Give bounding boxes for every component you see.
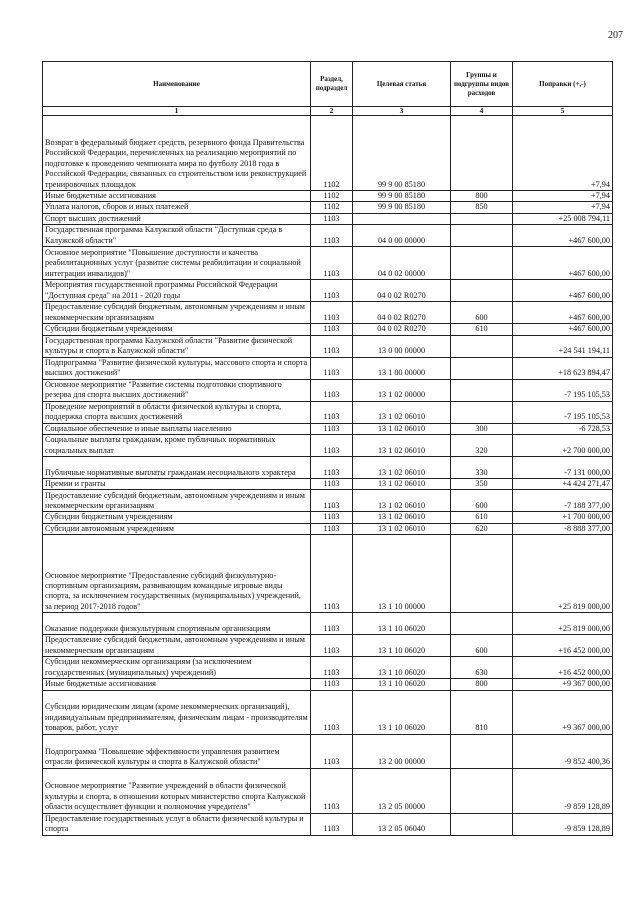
table-row bbox=[43, 247, 613, 280]
column-number: 5 bbox=[513, 107, 613, 116]
header-section: Раздел, подраздел bbox=[311, 62, 353, 107]
row-group: 610 bbox=[451, 324, 513, 335]
table-row bbox=[43, 613, 613, 635]
table-row bbox=[43, 813, 613, 835]
table-row bbox=[43, 213, 613, 224]
row-group bbox=[451, 280, 513, 302]
table-row bbox=[43, 690, 613, 734]
row-group: 330 bbox=[451, 457, 513, 479]
row-group: 600 bbox=[451, 302, 513, 324]
row-group bbox=[451, 357, 513, 379]
table-row bbox=[43, 379, 613, 401]
column-number: 3 bbox=[353, 107, 451, 116]
row-target: 13 1 10 06020 bbox=[353, 679, 451, 690]
row-name: Подпрограмма "Повышение эффективности управления развитием отрасли физической культуры и спорта в Калужской области" bbox=[43, 734, 311, 768]
row-section: 1103 bbox=[311, 401, 353, 423]
row-amount: +9 367 000,00 bbox=[513, 679, 613, 690]
row-section: 1102 bbox=[311, 202, 353, 213]
row-target: 13 1 10 06020 bbox=[353, 635, 451, 657]
row-group: 630 bbox=[451, 657, 513, 679]
row-group: 850 bbox=[451, 202, 513, 213]
row-amount: -7 188 377,00 bbox=[513, 490, 613, 512]
table-row bbox=[43, 191, 613, 202]
table-row bbox=[43, 523, 613, 534]
row-target: 13 1 02 06010 bbox=[353, 401, 451, 423]
row-group bbox=[451, 213, 513, 224]
row-amount: +25 819 000,00 bbox=[513, 535, 613, 613]
row-group: 600 bbox=[451, 490, 513, 512]
row-name: Предоставление государственных услуг в области физической культуры и спорта bbox=[43, 813, 311, 835]
row-target: 04 0 02 00000 bbox=[353, 247, 451, 280]
table-row bbox=[43, 324, 613, 335]
row-group bbox=[451, 613, 513, 635]
row-amount: +24 541 194,11 bbox=[513, 335, 613, 357]
table-row bbox=[43, 635, 613, 657]
table-row bbox=[43, 423, 613, 434]
row-group: 300 bbox=[451, 423, 513, 434]
row-amount: +25 819 000,00 bbox=[513, 613, 613, 635]
row-target: 13 1 10 06020 bbox=[353, 690, 451, 734]
table-row bbox=[43, 457, 613, 479]
row-amount: +25 008 794,11 bbox=[513, 213, 613, 224]
row-amount: +9 367 000,00 bbox=[513, 690, 613, 734]
row-section: 1103 bbox=[311, 423, 353, 434]
row-group bbox=[451, 225, 513, 247]
row-amount: +467 600,00 bbox=[513, 247, 613, 280]
row-target: 13 2 05 06040 bbox=[353, 813, 451, 835]
row-target: 13 1 02 06010 bbox=[353, 490, 451, 512]
row-target: 13 2 00 00000 bbox=[353, 734, 451, 768]
row-group bbox=[451, 401, 513, 423]
table-row bbox=[43, 679, 613, 690]
row-section: 1103 bbox=[311, 379, 353, 401]
row-name: Публичные нормативные выплаты гражданам несоциального хэрактера bbox=[43, 457, 311, 479]
row-section: 1103 bbox=[311, 490, 353, 512]
row-section: 1103 bbox=[311, 523, 353, 534]
row-amount: -7 195 105,53 bbox=[513, 401, 613, 423]
row-amount: +2 700 000,00 bbox=[513, 435, 613, 457]
budget-table bbox=[42, 61, 613, 836]
row-target: 13 0 00 00000 bbox=[353, 335, 451, 357]
row-group: 610 bbox=[451, 512, 513, 523]
row-name: Государственная программа Калужской области "Доступная среда в Калужской области" bbox=[43, 225, 311, 247]
row-name: Возврат в федеральный бюджет средств, резервного фонда Правительства Российской Федерации, перечисленных на реализацию мероприятий по подготовке к проведению чемпионата мира по футболу 2018 года в Российской Федерации, связанных со строительством или реконструкцией тренировочных площадок bbox=[43, 116, 311, 191]
row-name: Подпрограмма "Развитие физической культуры, массового спорта и спорта высших достижений" bbox=[43, 357, 311, 379]
row-amount: +4 424 271,47 bbox=[513, 479, 613, 490]
row-group bbox=[451, 535, 513, 613]
row-target: 99 9 00 85180 bbox=[353, 202, 451, 213]
row-name: Спорт высших достижений bbox=[43, 213, 311, 224]
row-target: 13 1 10 00000 bbox=[353, 535, 451, 613]
row-amount: +467 600,00 bbox=[513, 302, 613, 324]
row-section: 1103 bbox=[311, 679, 353, 690]
row-group bbox=[451, 768, 513, 813]
row-section: 1103 bbox=[311, 734, 353, 768]
row-target: 13 1 02 06010 bbox=[353, 435, 451, 457]
table-row bbox=[43, 357, 613, 379]
row-amount: -9 859 128,89 bbox=[513, 768, 613, 813]
row-name: Предоставление субсидий бюджетным, автономным учреждениям и иным некоммерческим организациям bbox=[43, 635, 311, 657]
table-row bbox=[43, 535, 613, 613]
row-section: 1103 bbox=[311, 768, 353, 813]
row-group bbox=[451, 335, 513, 357]
table-row bbox=[43, 435, 613, 457]
table-row bbox=[43, 479, 613, 490]
row-section: 1103 bbox=[311, 813, 353, 835]
row-section: 1103 bbox=[311, 479, 353, 490]
row-name: Основное мероприятие "Предоставление субсидий физкультурно-спортивным организациям, развивающим командные игровые виды спорта, за исключением государственных (муниципальных) учреждений, за период 2017-2018 годов" bbox=[43, 535, 311, 613]
row-name: Проведение мероприятий в области физической культуры и спорта, поддержка спорта высших достижений bbox=[43, 401, 311, 423]
row-amount: -6 728,53 bbox=[513, 423, 613, 434]
row-amount: +16 452 000,00 bbox=[513, 657, 613, 679]
row-section: 1103 bbox=[311, 690, 353, 734]
column-number: 2 bbox=[311, 107, 353, 116]
header-group: Группы и подгруппы видов расходов bbox=[451, 62, 513, 107]
table-row bbox=[43, 280, 613, 302]
row-name: Оказание поддержки физкультурным спортивным организациям bbox=[43, 613, 311, 635]
row-section: 1103 bbox=[311, 302, 353, 324]
row-group: 810 bbox=[451, 690, 513, 734]
row-section: 1103 bbox=[311, 324, 353, 335]
row-section: 1103 bbox=[311, 247, 353, 280]
page-number: 207 bbox=[608, 30, 623, 41]
row-name: Премии и гранты bbox=[43, 479, 311, 490]
row-amount: +467 600,00 bbox=[513, 225, 613, 247]
header-target: Целевая статья bbox=[353, 62, 451, 107]
row-name: Предоставление субсидий бюджетным, автономным учреждениям и иным некоммерческим организациям bbox=[43, 302, 311, 324]
row-group: 320 bbox=[451, 435, 513, 457]
row-target: 04 0 02 R0270 bbox=[353, 324, 451, 335]
table-row bbox=[43, 657, 613, 679]
row-target: 13 1 02 06010 bbox=[353, 423, 451, 434]
row-name: Мероприятия государственной программы Российской Федерации "Доступная среда" на 2011 - 2020 годы bbox=[43, 280, 311, 302]
row-target: 99 9 00 85180 bbox=[353, 116, 451, 191]
table-row bbox=[43, 202, 613, 213]
row-amount: -8 888 377,00 bbox=[513, 523, 613, 534]
row-section: 1102 bbox=[311, 191, 353, 202]
row-amount: +7,94 bbox=[513, 191, 613, 202]
table-row bbox=[43, 225, 613, 247]
row-target: 13 1 02 06010 bbox=[353, 512, 451, 523]
row-name: Социальные выплаты гражданам, кроме публичных нормативных социальных выплат bbox=[43, 435, 311, 457]
row-name: Основное мероприятие "Повышение доступности и качества реабилитационных услуг (развитие системы реабилитации и социальной интеграции инвалидов)" bbox=[43, 247, 311, 280]
row-group bbox=[451, 813, 513, 835]
row-section: 1103 bbox=[311, 435, 353, 457]
row-target bbox=[353, 213, 451, 224]
row-group: 800 bbox=[451, 191, 513, 202]
row-group: 620 bbox=[451, 523, 513, 534]
column-number: 1 bbox=[43, 107, 311, 116]
row-target: 04 0 00 00000 bbox=[353, 225, 451, 247]
row-amount: +1 700 000,00 bbox=[513, 512, 613, 523]
row-group bbox=[451, 247, 513, 280]
row-name: Предоставление субсидий бюджетным, автономным учреждениям и иным некоммерческим организациям bbox=[43, 490, 311, 512]
row-section: 1103 bbox=[311, 225, 353, 247]
row-section: 1103 bbox=[311, 613, 353, 635]
row-target: 13 1 00 00000 bbox=[353, 357, 451, 379]
row-group bbox=[451, 379, 513, 401]
header-name: Наименование bbox=[43, 62, 311, 107]
row-name: Основное мероприятие "Развитие системы подготовки спортивного резерва для спорта высших достижений" bbox=[43, 379, 311, 401]
row-section: 1103 bbox=[311, 280, 353, 302]
row-amount: -7 131 000,00 bbox=[513, 457, 613, 479]
row-section: 1103 bbox=[311, 357, 353, 379]
row-target: 13 1 02 06010 bbox=[353, 523, 451, 534]
row-amount: +7,94 bbox=[513, 116, 613, 191]
row-target: 13 1 10 06020 bbox=[353, 613, 451, 635]
column-number: 4 bbox=[451, 107, 513, 116]
row-amount: -9 852 400,36 bbox=[513, 734, 613, 768]
row-name: Субсидии юридическим лицам (кроме некоммерческих организаций), индивидуальным предпринимателям, физическим лицам - производителям товаров, работ, услуг bbox=[43, 690, 311, 734]
row-section: 1103 bbox=[311, 457, 353, 479]
row-name: Основное мероприятие "Развитие учреждений в области физической культуры и спорта, в отношении которых министерство спорта Калужской области осуществляет функции и полномочия учредителя" bbox=[43, 768, 311, 813]
row-target: 04 0 02 R0270 bbox=[353, 280, 451, 302]
table-row bbox=[43, 335, 613, 357]
row-section: 1103 bbox=[311, 657, 353, 679]
row-target: 13 1 02 06010 bbox=[353, 457, 451, 479]
row-name: Уплата налогов, сборов и иных платежей bbox=[43, 202, 311, 213]
row-name: Субсидии автономным учреждениям bbox=[43, 523, 311, 534]
row-amount: +467 600,00 bbox=[513, 324, 613, 335]
table-row bbox=[43, 512, 613, 523]
row-amount: -7 195 105,53 bbox=[513, 379, 613, 401]
row-group: 600 bbox=[451, 635, 513, 657]
row-section: 1103 bbox=[311, 635, 353, 657]
table-row bbox=[43, 768, 613, 813]
row-amount: +467 600,00 bbox=[513, 280, 613, 302]
row-section: 1103 bbox=[311, 512, 353, 523]
row-amount: +18 623 894,47 bbox=[513, 357, 613, 379]
row-group bbox=[451, 116, 513, 191]
row-target: 13 1 02 06010 bbox=[353, 479, 451, 490]
row-group: 800 bbox=[451, 679, 513, 690]
row-name: Субсидии бюджетным учреждениям bbox=[43, 512, 311, 523]
table-row bbox=[43, 401, 613, 423]
row-section: 1103 bbox=[311, 535, 353, 613]
row-name: Иные бюджетные ассигнования bbox=[43, 679, 311, 690]
row-name: Субсидии некоммерческим организациям (за исключением государственных (муниципальных) учреждений) bbox=[43, 657, 311, 679]
row-target: 04 0 02 R0270 bbox=[353, 302, 451, 324]
table-row bbox=[43, 302, 613, 324]
row-target: 13 1 10 06020 bbox=[353, 657, 451, 679]
row-group bbox=[451, 734, 513, 768]
row-name: Социальное обеспечение и иные выплаты населению bbox=[43, 423, 311, 434]
row-name: Субсидии бюджетным учреждениям bbox=[43, 324, 311, 335]
row-target: 13 2 05 00000 bbox=[353, 768, 451, 813]
row-name: Иные бюджетные ассигнования bbox=[43, 191, 311, 202]
row-target: 13 1 02 00000 bbox=[353, 379, 451, 401]
row-group: 350 bbox=[451, 479, 513, 490]
row-section: 1103 bbox=[311, 213, 353, 224]
row-target: 99 9 00 85180 bbox=[353, 191, 451, 202]
row-name: Государственная программа Калужской области "Развитие физической культуры и спорта в Калужской области" bbox=[43, 335, 311, 357]
table-row bbox=[43, 490, 613, 512]
row-amount: +7,94 bbox=[513, 202, 613, 213]
column-number-row bbox=[43, 107, 613, 116]
row-section: 1103 bbox=[311, 335, 353, 357]
table-header-row bbox=[43, 62, 613, 107]
header-amount: Поправки (+,-) bbox=[513, 62, 613, 107]
table-row bbox=[43, 116, 613, 191]
table-row bbox=[43, 734, 613, 768]
row-amount: +16 452 000,00 bbox=[513, 635, 613, 657]
row-amount: -9 859 128,89 bbox=[513, 813, 613, 835]
row-section: 1102 bbox=[311, 116, 353, 191]
